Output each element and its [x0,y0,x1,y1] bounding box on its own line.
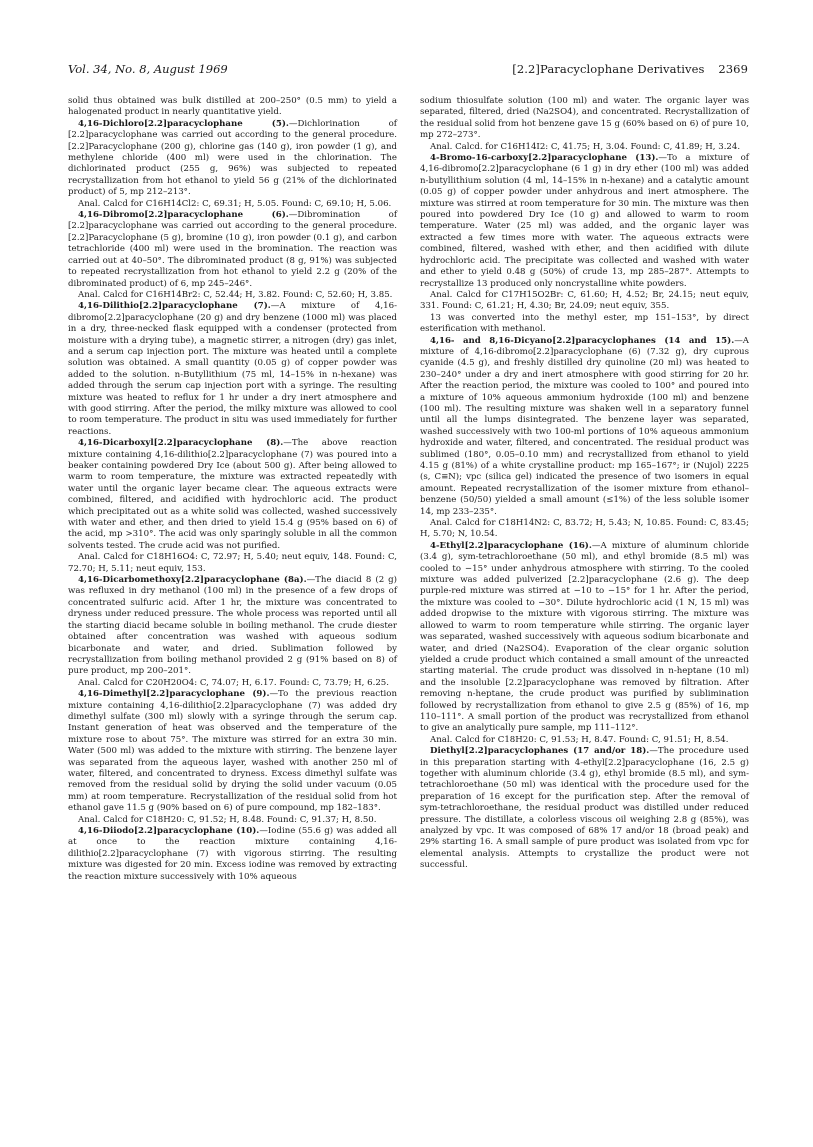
paragraph [420,518,749,541]
paragraph [68,575,397,678]
page-header [68,62,748,80]
paragraph [68,815,397,826]
left-column [68,96,397,883]
paragraph-text: —The above reaction mixture containing 4,16-dilithio[2.2]paracyclophane (7) was poured into a beaker containing powdered Dry Ice (about 500 g). After being allowed to warm to room temperature, the mixture was extracted repeatedly with water until the organic layer became clear. The aqueous extracts were combined, filtered, and acidified with hydrochloric acid. The product which precipitated out as a white solid was collected, washed successively with water and ether, and then dried to yield 15.4 g (95% based on 6) of the acid, mp >310°. The acid was only sparingly soluble in all the common solvents tested. The crude acid was not purified. [68,438,397,551]
section-title: 4-Ethyl[2.2]paracyclophane (16). [430,540,592,551]
paragraph [68,678,397,689]
section-title: 4,16-Dilithio[2.2]paracyclophane (7). [78,301,271,312]
paragraph [420,336,749,519]
paragraph [420,153,749,290]
paragraph-text: Anal. Calcd for C16H14Cl2: C, 69.31; H, 5.05. Found: C, 69.10; H, 5.06. [78,198,392,209]
section-title: 4,16-Diiodo[2.2]paracyclophane (10). [78,826,260,836]
running-header [512,62,748,76]
section-title: 4-Bromo-16-carboxy[2.2]paracyclophane (13). [430,153,659,164]
paragraph-text: —The diacid 8 (2 g) was refluxed in dry methanol (100 ml) in the presence of a few drops of concentrated sulfuric acid. After 1 hr, the mixture was concentrated to dryness under reduced pressure. The whole process was reported until all the starting diacid became soluble in boiling methanol. The crude diester obtained after concentration was washed with aqueous sodium bicarbonate and water, and dried. Sublimation followed by recrystallization from boiling methanol provided 2 g (91% based on 8) of pure product, mp 200–201°. [68,575,398,677]
paragraph [68,119,397,199]
paragraph-text: Anal. Calcd for C18H16O4: C, 72.97; H, 5.40; neut equiv, 148. Found: C, 72.70; H, 5.11; neut equiv, 153. [68,552,397,574]
paragraph-text: —A mixture of 4,16-dibromo[2.2]paracyclophane (20 g) and dry benzene (1000 ml) was placed in a dry, three-necked flask equipped with a condenser (protected from moisture with a drying tube), a magnetic stirrer, a nitrogen (dry) gas inlet, and a serum cap injection port. The mixture was heated until a complete solution was obtained. A small quantity (0.05 g) of copper powder was added to the solution. n-Butyllithium (75 ml, 14–15% in n-hexane) was added through the serum cap injection port with a syringe. The resulting mixture was heated to reflux for 1 hr under a dry inert atmosphere and with good stirring. After the period, the milky mixture was allowed to cool to room temperature. The product in situ was used immediately for further reactions. [68,301,397,437]
section-title: 4,16-Dicarbomethoxy[2.2]paracyclophane (8a). [78,575,307,586]
paragraph [68,552,397,575]
paragraph-text: Anal. Calcd for C18H20: C, 91.53; H, 8.47. Found: C, 91.51; H, 8.54. [430,734,729,745]
paragraph-text: Anal. Calcd for C17H15O2Br: C, 61.60; H, 4.52; Br, 24.15; neut equiv, 331. Found: C, 61.21; H, 4.30; Br, 24.09; neut equiv, 355. [420,289,749,312]
paragraph [420,96,749,142]
paragraph [68,96,397,119]
paragraph [68,290,397,301]
journal-citation: Vol. 34, No. 8, August 1969 [68,62,228,76]
paragraph [420,735,749,746]
page-number: 2369 [718,62,748,76]
paragraph-text: Anal. Calcd for C20H20O4: C, 74.07; H, 6.17. Found: C, 73.79; H, 6.25. [78,677,390,688]
paragraph [420,142,749,153]
section-title: Diethyl[2.2]paracyclophanes (17 and/or 18). [430,746,650,757]
paragraph-text: —To a mixture of 4,16-dibromo[2.2]paracyclophane (6 1 g) in dry ether (100 ml) was added n-butyllithium solution (4 ml, 14–15% in n-hexane) and a catalytic amount (0.05 g) of copper powder under anhydrous and inert atmosphere. The mixture was stirred at room temperature for 30 min. The mixture was then poured into powdered Dry Ice (10 g) and allowed to warm to room temperature. Water (25 ml) was added, and the organic layer was extracted a few times more with water. The aqueous extracts were combined, filtered, washed with ether, and then acidified with dilute hydrochloric acid. The precipitate was collected and washed with water and ether to yield 0.48 g (50%) of crude 13, mp 285–287°. Attempts to recrystallize 13 produced only noncrystalline white powders. [420,153,749,289]
paragraph-text: —A mixture of 4,16-dibromo[2.2]paracyclophane (6) (7.32 g), dry cuprous cyanide (4.5 g), and freshly distilled dry quinoline (20 ml) was heated to 230–240° under a dry and inert atmosphere with good stirring for 20 hr. After the reaction period, the mixture was cooled to 100° and poured into a mixture of 10% aqueous ammonium hydroxide (100 ml) and benzene (100 ml). The resulting mixture was shaken well in a separatory funnel until all the lumps disintegrated. The benzene layer was separated, washed successively with two 100-ml portions of 10% aqueous ammonium hydroxide and water, filtered, and concentrated. The residual product was sublimed (180°, 0.05–0.10 mm) and recrystallized from ethanol to yield 4.15 g (81%) of a white crystalline product: mp 165–167°; ir (Nujol) 2225 (s, C≡N); vpc (silica gel) indicated the presence of two isomers in equal amount. Repeated recrystallization of the isomer mixture from ethanol–benzene (50/50) yielded a small amount (≤1%) of the less soluble isomer 14, mp 233–235°. [420,335,749,517]
paragraph [420,746,749,871]
right-column [420,96,749,872]
paragraph [68,210,397,290]
section-title: 4,16-Dimethyl[2.2]paracyclophane (9). [78,689,270,700]
section-title: 4,16-Dichloro[2.2]paracyclophane (5). [78,118,289,129]
paragraph-text: Anal. Calcd for C18H20: C, 91.52; H, 8.48. Found: C, 91.37; H, 8.50. [78,814,377,825]
section-title: 4,16-Dibromo[2.2]paracyclophane (6). [78,210,289,221]
running-title: [2.2]Paracyclophane Derivatives [512,62,705,76]
paragraph-text: Anal. Calcd for C16H14Br2: C, 52.44; H, 3.82. Found: C, 52.60; H, 3.85. [78,289,393,300]
paragraph [420,541,749,735]
paragraph-text: sodium thiosulfate solution (100 ml) and water. The organic layer was separated, filtered, dried (Na2SO4), and concentrated. Recrystallization of the residual solid from hot benzene gave 15 g (60% based on 6) of pure 10, mp 272–273°. [420,96,749,141]
paragraph-text: 13 was converted into the methyl ester, mp 151–153°, by direct esterification with methanol. [420,312,749,335]
paragraph-text: Anal. Calcd for C18H14N2: C, 83.72; H, 5.43; N, 10.85. Found: C, 83.45; H, 5.70; N, 10.54. [420,518,749,540]
paragraph-text: —To the previous reaction mixture containing 4,16-dilithio[2.2]paracyclophane (7) was added dry dimethyl sulfate (300 ml) slowly with a syringe through the serum cap. Instant generation of heat was observed and the temperature of the mixture rose to about 75°. The mixture was stirred for an extra 30 min. Water (500 ml) was added to the mixture with stirring. The benzene layer was separated from the aqueous layer, washed with another 250 ml of water, filtered, and concentrated to dryness. Excess dimethyl sulfate was removed from the residual solid by drying the solid under vacuum (0.05 mm) at room temperature. Recrystallization of the residual solid from hot ethanol gave 11.5 g (90% based on 6) of pure compound, mp 182–183°. [68,689,397,814]
paragraph [68,689,397,814]
paragraph [420,313,749,336]
paragraph [68,301,397,438]
paragraph-text: Anal. Calcd. for C16H14I2: C, 41.75; H, 3.04. Found: C, 41.89; H, 3.24. [430,141,741,152]
paragraph-text: —The procedure used in this preparation starting with 4-ethyl[2.2]paracyclophane (16, 2.5 g) together with aluminum chloride (3.4 g), ethyl bromide (8.5 ml), and sym-tetrachloroethane (50 ml) was identical with the procedure used for the preparation of 16 except for the purification step. After the removal of sym-tetrachloroethane, the residual product was distilled under reduced pressure. The distillate, a colorless viscous oil weighing 2.8 g (85%), was analyzed by vpc. It was composed of 68% 17 and/or 18 (broad peak) and 29% starting 16. A small sample of pure product was isolated from vpc for elemental analysis. Attempts to crystallize the product were not successful. [420,746,749,871]
paragraph-text: —Dichlorination of [2.2]paracyclophane was carried out according to the general procedure. [2.2]Paracyclophane (200 g), chlorine gas (140 g), iron powder (1 g), and methylene chloride (400 ml) were used in the chlorination. The dichlorinated product (255 g, 96%) was subjected to repeated recrystallization from hot ethanol to yield 56 g (21% of the dichlorinated product) of 5, mp 212–213°. [68,118,397,198]
paragraph [68,199,397,210]
paragraph [68,438,397,552]
paragraph-text: —Iodine (55.6 g) was added all at once to the reaction mixture containing 4,16-dilithio[2.2]paracyclophane (7) with vigorous stirring. The resulting mixture was digested for 20 min. Excess iodine was removed by extracting the reaction mixture successively with 10% aqueous [68,826,397,882]
paragraph-text: solid thus obtained was bulk distilled at 200–250° (0.5 mm) to yield a halogenated product in nearly quantitative yield. [68,96,397,118]
paragraph [68,826,397,883]
paragraph-text: —A mixture of aluminum chloride (3.4 g), sym-tetrachloroethane (50 ml), and ethyl bromide (8.5 ml) was cooled to −15° under anhydrous atmosphere with stirring. To the cooled mixture was added pulverized [2.2]paracyclophane (2.6 g). The deep purple-red mixture was stirred at −10 to −15° for 1 hr. After the period, the mixture was cooled to −30°. Dilute hydrochloric acid (1 N, 15 ml) was added dropwise to the mixture with vigorous stirring. The mixture was allowed to warm to room temperature while stirring. The organic layer was separated, washed successively with aqueous sodium bicarbonate and water, and dried (Na2SO4). Evaporation of the clear organic solution yielded a crude product which contained a small amount of the unreacted starting material. The crude product was dissolved in n-heptane (10 ml) and the insoluble [2.2]paracyclophane was removed by filtration. After removing n-heptane, the crude product was purified by sublimination followed by recrystallization from ethanol to give 2.5 g (85%) of 16, mp 110–111°. A small portion of the product was recrystallized from ethanol to give an analytically pure sample, mp 111–112°. [420,540,749,734]
paragraph-text: —Dibromination of [2.2]paracyclophane was carried out according to the general procedure. [2.2]Paracyclophane (5 g), bromine (10 g), iron powder (0.1 g), and carbon tetrachloride (400 ml) were used in the bromination. The reaction was carried out at 40–50°. The dibrominated product (8 g, 91%) was subjected to repeated recrystallization from hot ethanol to yield 2.2 g (20% of the dibrominated product) of 6, mp 245–246°. [68,210,397,289]
paragraph [420,290,749,313]
section-title: 4,16- and 8,16-Dicyano[2.2]paracyclophanes (14 and 15). [430,335,735,346]
section-title: 4,16-Dicarboxyl[2.2]paracyclophane (8). [78,438,284,449]
